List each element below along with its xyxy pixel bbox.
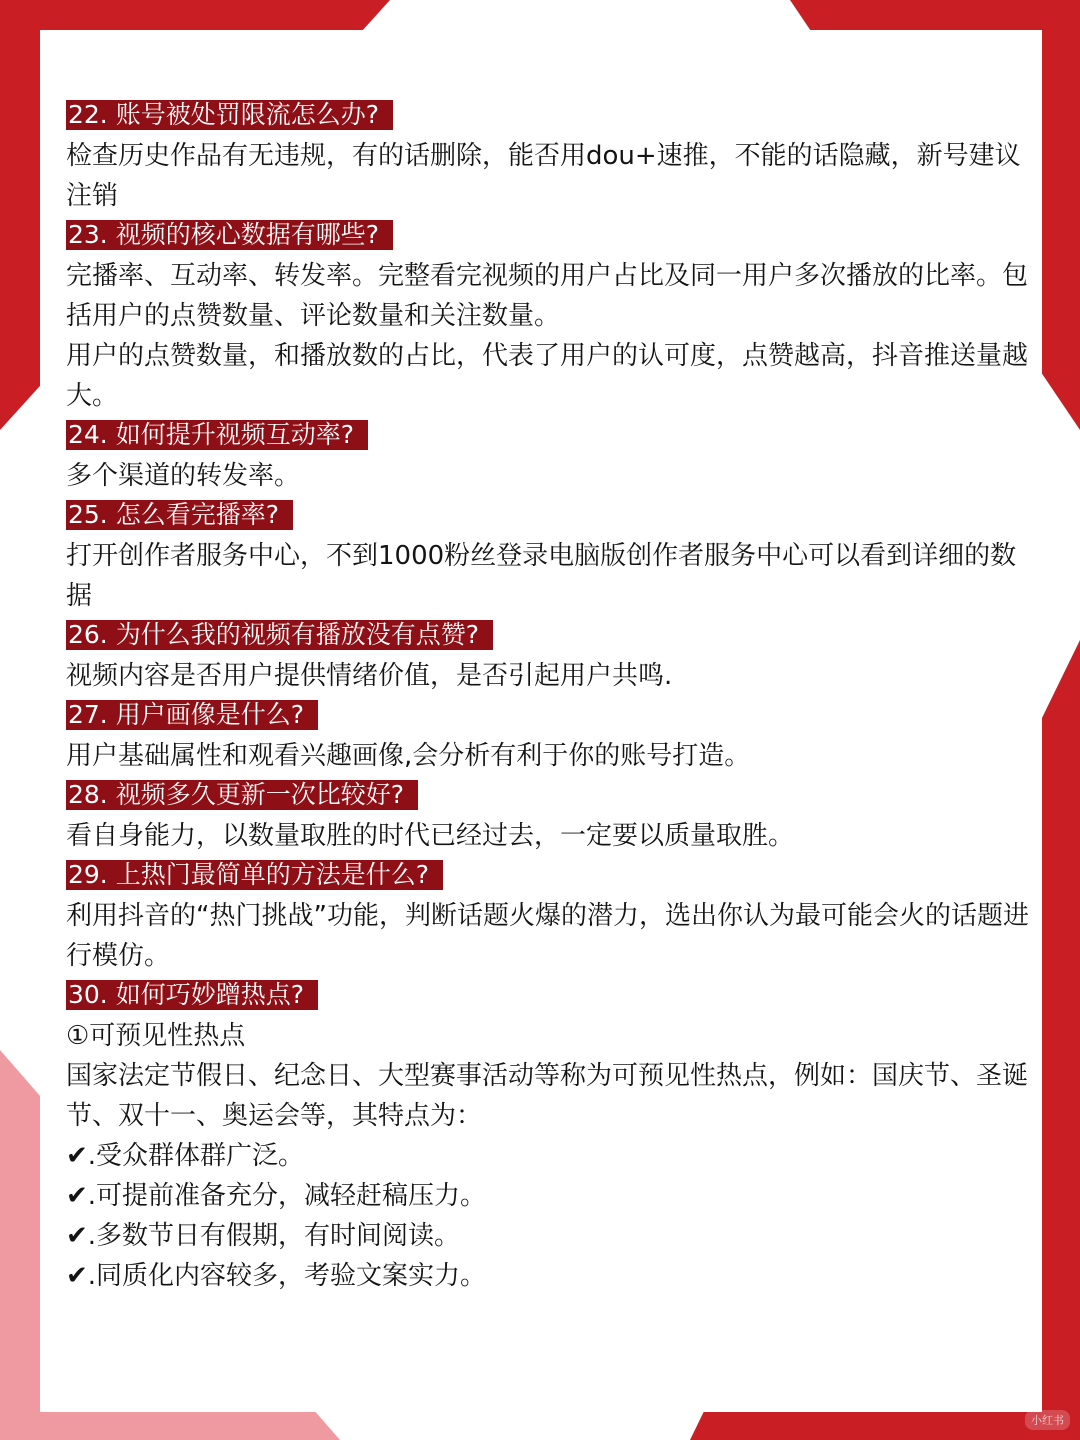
question-heading: 27. 用户画像是什么? [66,700,318,730]
answer-text [66,896,1036,976]
qa-item [66,696,1036,776]
answer-line: ✔.可提前准备充分，减轻赶稿压力。 [66,1181,487,1211]
question-heading: 28. 视频多久更新一次比较好? [66,780,418,810]
question-heading: 22. 账号被处罚限流怎么办? [66,100,393,130]
answer-text [66,656,1036,696]
answer-text [66,136,1036,216]
answer-line: 用户基础属性和观看兴趣画像,会分析有利于你的账号打造。 [66,741,751,771]
answer-text [66,536,1036,616]
answer-line: 完播率、互动率、转发率。完整看完视频的用户占比及同一用户多次播放的比率。包括用户的点赞数量、评论数量和关注数量。 [66,261,1029,331]
qa-item [66,216,1036,416]
qa-item [66,616,1036,696]
qa-item [66,96,1036,216]
qa-item [66,416,1036,496]
answer-line: 检查历史作品有无违规，有的话删除，能否用dou+速推，不能的话隐藏，新号建议注销 [66,141,1021,211]
answer-line: 利用抖音的“热门挑战”功能，判断话题火爆的潜力，选出你认为最可能会火的话题进行模仿。 [66,901,1029,971]
answer-line: 打开创作者服务中心，不到1000粉丝登录电脑版创作者服务中心可以看到详细的数据 [66,541,1017,611]
qa-item [66,856,1036,976]
answer-line: 视频内容是否用户提供情绪价值，是否引起用户共鸣. [66,661,673,691]
answer-line: ✔.同质化内容较多，考验文案实力。 [66,1261,487,1291]
answer-line: ✔.多数节日有假期，有时间阅读。 [66,1221,461,1251]
qa-item [66,976,1036,1296]
question-heading: 25. 怎么看完播率? [66,500,293,530]
answer-text [66,736,1036,776]
qa-content [66,96,1036,1296]
answer-line: ①可预见性热点 [66,1021,246,1051]
answer-line: 多个渠道的转发率。 [66,461,301,491]
answer-line: ✔.受众群体群广泛。 [66,1141,305,1171]
qa-item [66,496,1036,616]
answer-text [66,256,1036,416]
answer-line: 用户的点赞数量，和播放数的占比，代表了用户的认可度，点赞越高，抖音推送量越大。 [66,341,1029,411]
answer-text [66,1016,1036,1296]
question-heading: 29. 上热门最简单的方法是什么? [66,860,443,890]
question-heading: 23. 视频的核心数据有哪些? [66,220,393,250]
question-heading: 30. 如何巧妙蹭热点? [66,980,318,1010]
question-heading: 26. 为什么我的视频有播放没有点赞? [66,620,493,650]
answer-text [66,816,1036,856]
qa-item [66,776,1036,856]
answer-line: 国家法定节假日、纪念日、大型赛事活动等称为可预见性热点，例如：国庆节、圣诞节、双十一、奥运会等，其特点为： [66,1061,1029,1131]
answer-line: 看自身能力，以数量取胜的时代已经过去，一定要以质量取胜。 [66,821,795,851]
answer-text [66,456,1036,496]
watermark-badge: 小红书 [1025,1410,1070,1430]
question-heading: 24. 如何提升视频互动率? [66,420,368,450]
